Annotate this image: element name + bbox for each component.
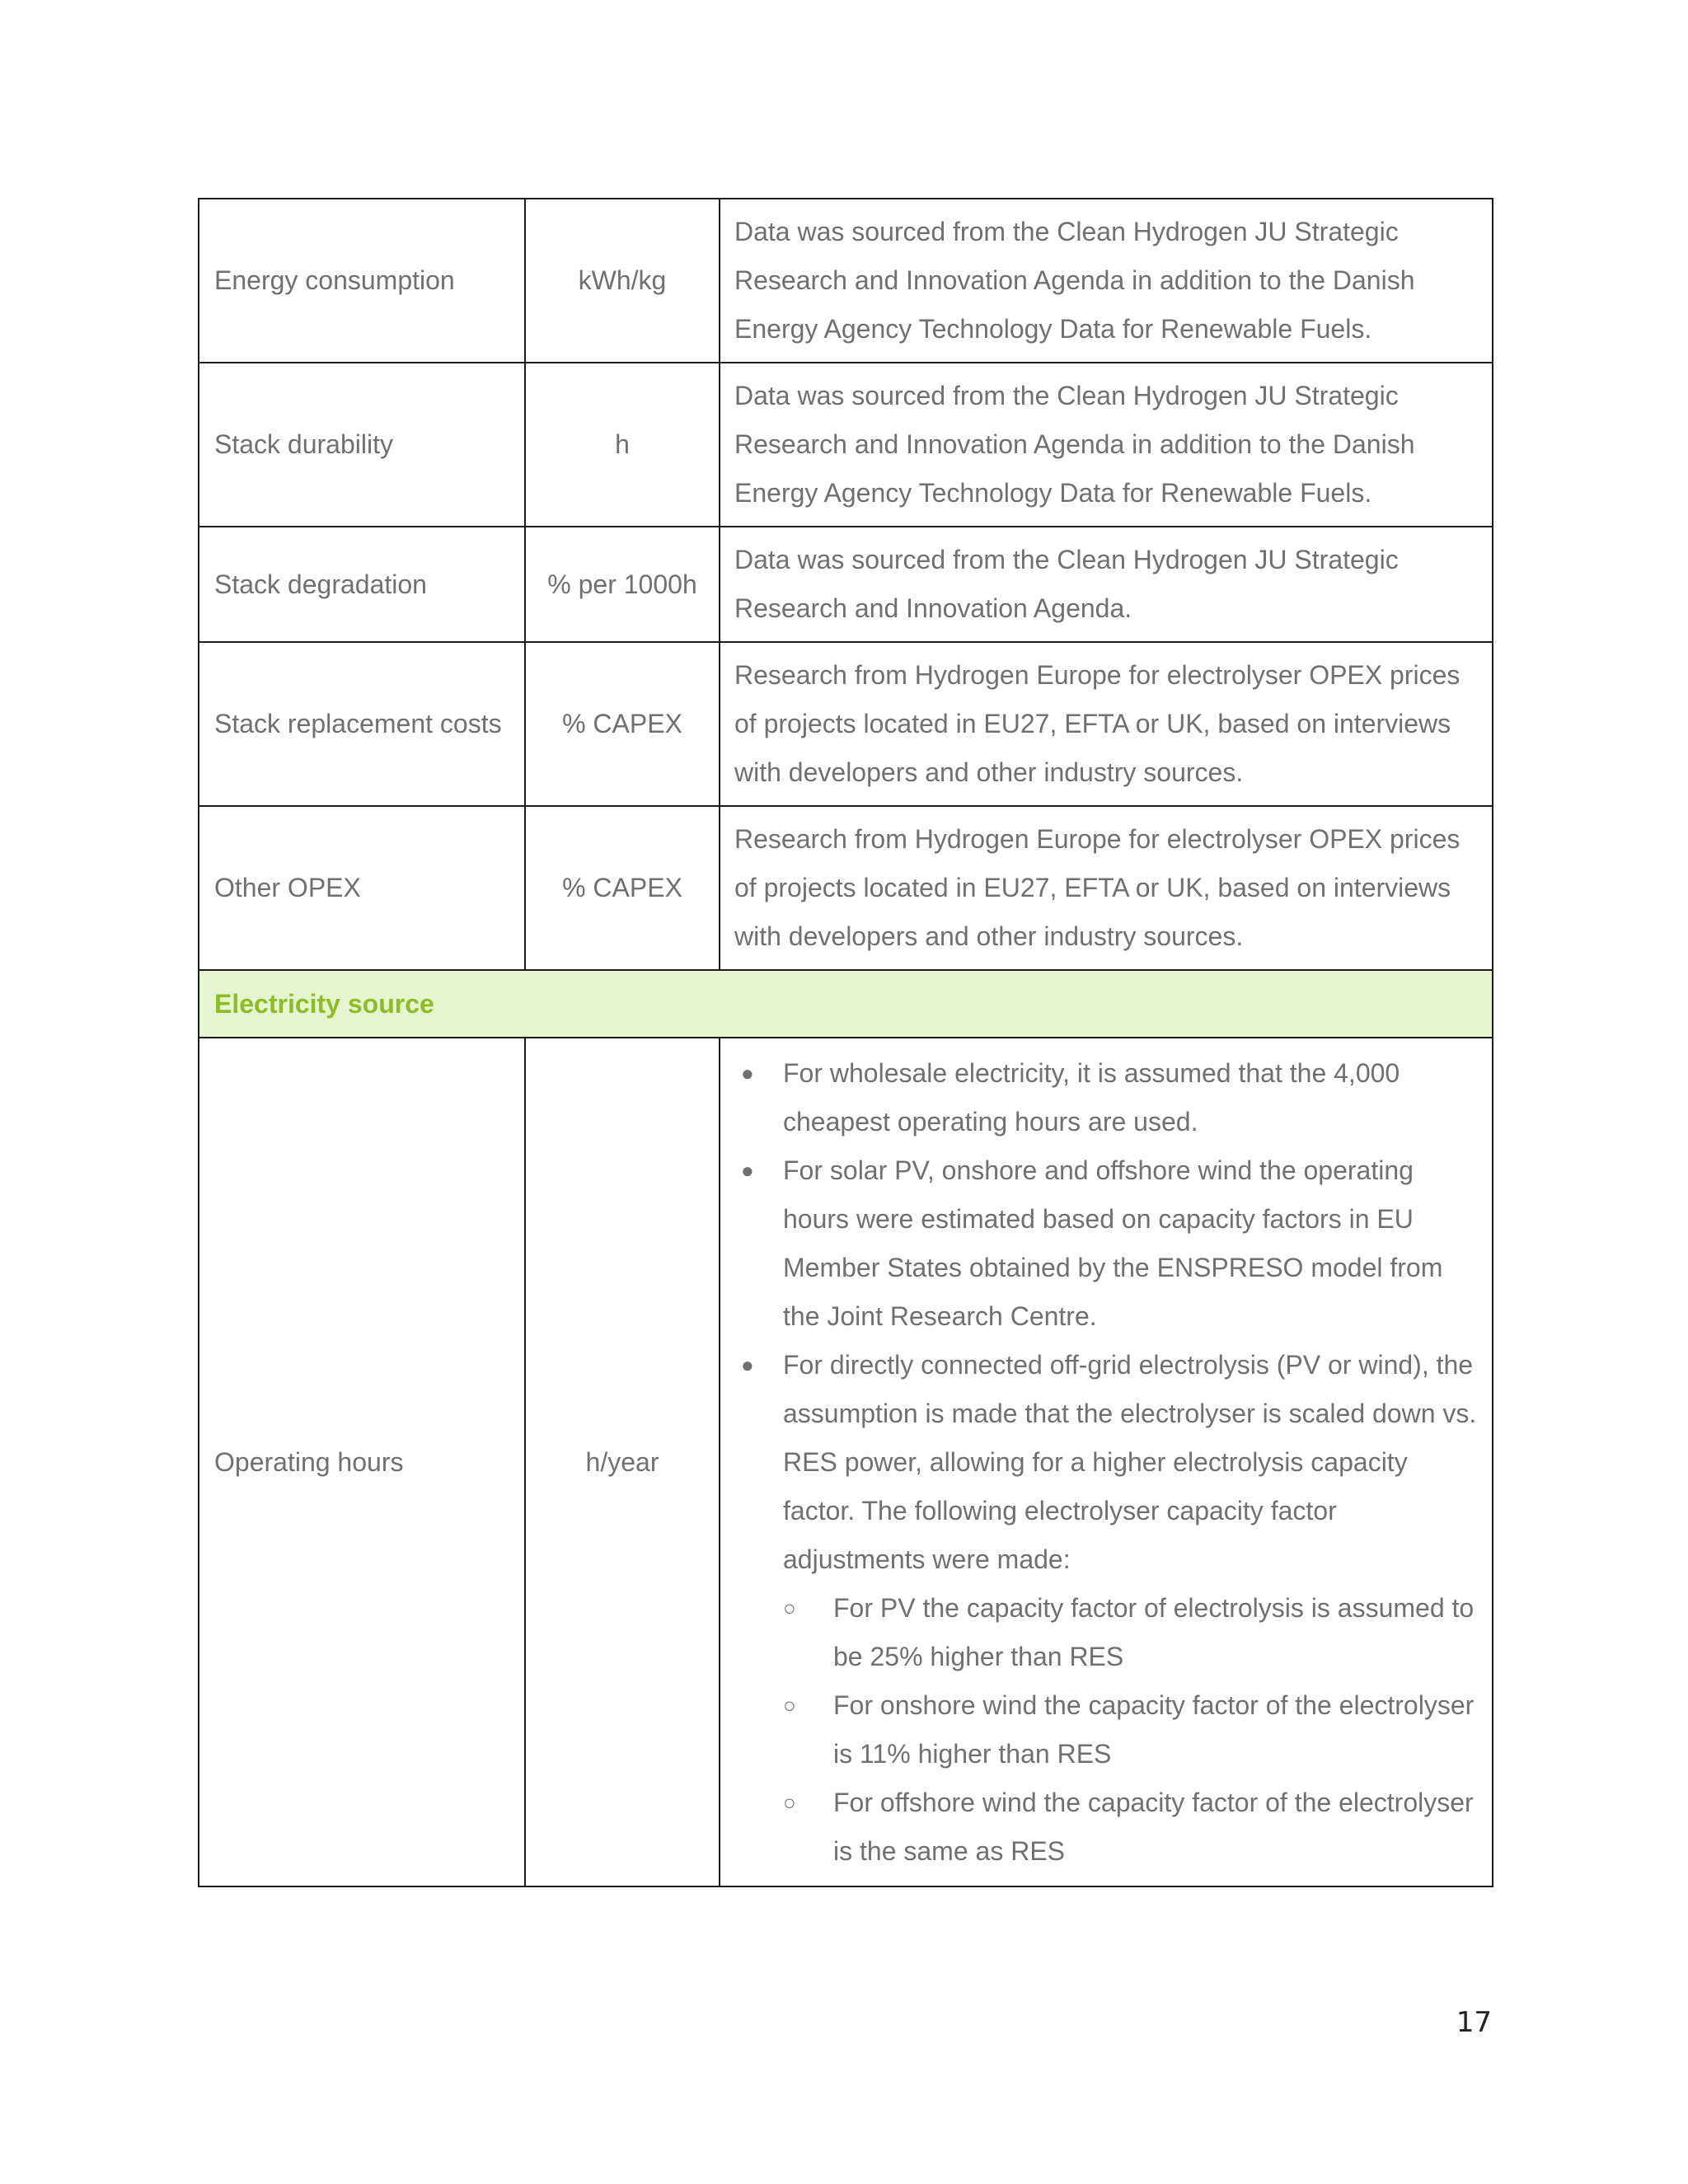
list-item-text: For wholesale electricity, it is assumed that the 4,000 cheapest operating hours are used. — [783, 1057, 1400, 1137]
sub-list-item — [783, 1681, 1477, 1779]
parameter-cell: Energy consumption — [199, 199, 525, 363]
unit-cell: % per 1000h — [525, 527, 720, 642]
source-cell: Research from Hydrogen Europe for electrolyser OPEX prices of projects located in EU27, EFTA or UK, based on interviews with developers and other industry sources. — [720, 806, 1493, 970]
unit-cell: % CAPEX — [525, 642, 720, 806]
list-item — [734, 1341, 1477, 1876]
unit-cell: h — [525, 363, 720, 527]
source-cell: Data was sourced from the Clean Hydrogen JU Strategic Research and Innovation Agenda in addition to the Danish Energy Agency Technology Data for Renewable Fuels. — [720, 363, 1493, 527]
list-item — [734, 1146, 1477, 1341]
source-cell: Data was sourced from the Clean Hydrogen JU Strategic Research and Innovation Agenda in addition to the Danish Energy Agency Technology Data for Renewable Fuels. — [720, 199, 1493, 363]
parameter-cell: Stack replacement costs — [199, 642, 525, 806]
sub-bullet-list — [783, 1584, 1477, 1876]
unit-cell: % CAPEX — [525, 806, 720, 970]
table-row — [199, 642, 1493, 806]
table-row — [199, 527, 1493, 642]
parameter-cell: Other OPEX — [199, 806, 525, 970]
circle-bullet-icon: ○ — [783, 1692, 796, 1718]
unit-cell: h/year — [525, 1038, 720, 1886]
bullet-icon: ● — [741, 1352, 754, 1377]
page-number: 17 — [1456, 2006, 1492, 2039]
list-item — [734, 1049, 1477, 1146]
sub-list-item — [783, 1779, 1477, 1876]
table-row — [199, 363, 1493, 527]
parameter-cell: Operating hours — [199, 1038, 525, 1886]
list-item-text: For solar PV, onshore and offshore wind the operating hours were estimated based on capacity factors in EU Member States obtained by the ENSPRESO model from the Joint Research Centre. — [783, 1155, 1443, 1331]
source-cell: Data was sourced from the Clean Hydrogen JU Strategic Research and Innovation Agenda. — [720, 527, 1493, 642]
assumptions-table — [198, 198, 1493, 1887]
table-row — [199, 199, 1493, 363]
circle-bullet-icon: ○ — [783, 1789, 796, 1815]
parameter-cell: Stack degradation — [199, 527, 525, 642]
circle-bullet-icon: ○ — [783, 1595, 796, 1620]
sub-list-item-text: For PV the capacity factor of electrolysis is assumed to be 25% higher than RES — [833, 1592, 1475, 1671]
unit-cell: kWh/kg — [525, 199, 720, 363]
section-header: Electricity source — [199, 970, 1493, 1038]
table-row — [199, 806, 1493, 970]
section-header-row — [199, 970, 1493, 1038]
list-item-text: For directly connected off-grid electrolysis (PV or wind), the assumption is made that the electrolyser is scaled down vs. RES power, allowing for a higher electrolysis capacity factor. The following electrolyser capacity factor adjustments were made: — [783, 1349, 1477, 1574]
parameter-cell: Stack durability — [199, 363, 525, 527]
sub-list-item — [783, 1584, 1477, 1681]
sub-list-item-text: For onshore wind the capacity factor of the electrolyser is 11% higher than RES — [833, 1690, 1475, 1769]
source-cell: Research from Hydrogen Europe for electrolyser OPEX prices of projects located in EU27, EFTA or UK, based on interviews with developers and other industry sources. — [720, 642, 1493, 806]
sub-list-item-text: For offshore wind the capacity factor of the electrolyser is the same as RES — [833, 1787, 1474, 1866]
bullet-icon: ● — [741, 1157, 754, 1183]
table-row — [199, 1038, 1493, 1886]
bullet-list — [734, 1049, 1477, 1876]
source-cell — [720, 1038, 1493, 1886]
bullet-icon: ● — [741, 1060, 754, 1085]
